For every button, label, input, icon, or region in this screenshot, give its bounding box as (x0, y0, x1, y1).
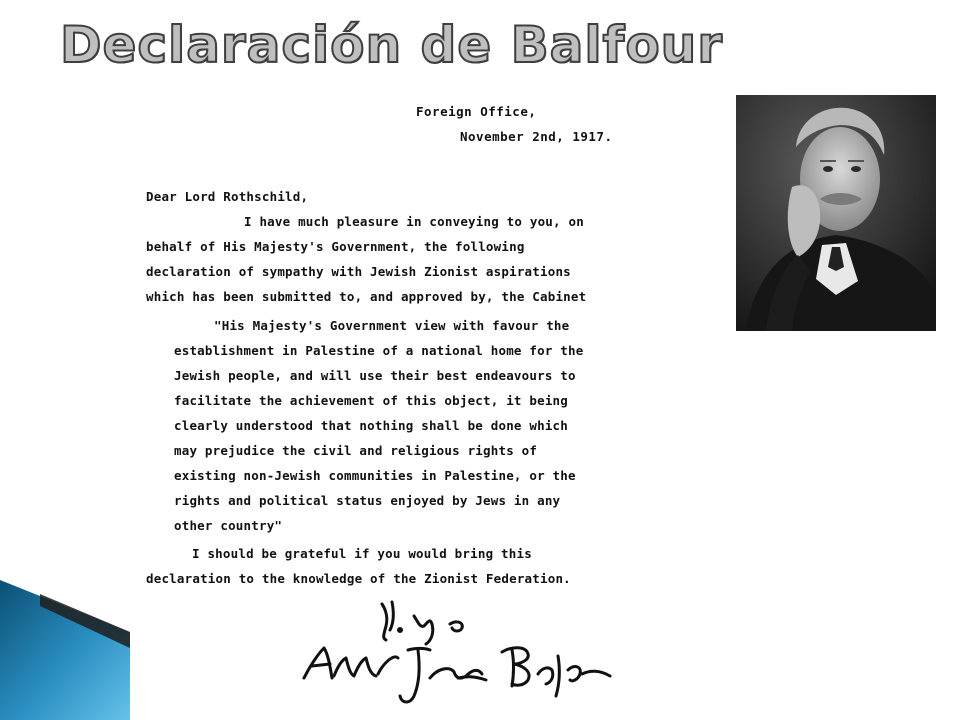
signature-image (290, 596, 630, 716)
letter-p1-line: which has been submitted to, and approved by, the Cabinet (146, 289, 587, 304)
letter-quote-line: other country" (174, 518, 283, 533)
letter-quote-line: rights and political status enjoyed by Jews in any (174, 493, 561, 508)
letter-p1-line: declaration of sympathy with Jewish Zionist aspirations (146, 264, 571, 279)
letter-quote-line: establishment in Palestine of a national home for the (174, 343, 584, 358)
portrait-photo (736, 95, 936, 331)
slide-title: Declaración de Balfour (60, 16, 723, 74)
letter-p1-line: I have much pleasure in conveying to you, on (244, 214, 584, 229)
letter-p1-line: behalf of His Majesty's Government, the following (146, 239, 525, 254)
letter-quote-line: facilitate the achievement of this object, it being (174, 393, 569, 408)
letter-quote-line: clearly understood that nothing shall be done which (174, 418, 569, 433)
letter-quote-line: existing non-Jewish communities in Palestine, or the (174, 468, 576, 483)
letter-closing-line: declaration to the knowledge of the Zionist Federation. (146, 571, 571, 586)
letter-header-line-2: November 2nd, 1917. (460, 129, 613, 144)
letter-document (120, 96, 680, 720)
letter-closing-line: I should be grateful if you would bring this (192, 546, 532, 561)
letter-header-line-1: Foreign Office, (416, 104, 537, 119)
letter-quote-line: may prejudice the civil and religious rights of (174, 443, 538, 458)
letter-quote-line: Jewish people, and will use their best endeavours to (174, 368, 576, 383)
letter-quote-line: "His Majesty's Government view with favour the (214, 318, 570, 333)
decorative-accent-shape (0, 580, 130, 720)
letter-salutation: Dear Lord Rothschild, (146, 189, 309, 204)
portrait-image (736, 95, 936, 331)
